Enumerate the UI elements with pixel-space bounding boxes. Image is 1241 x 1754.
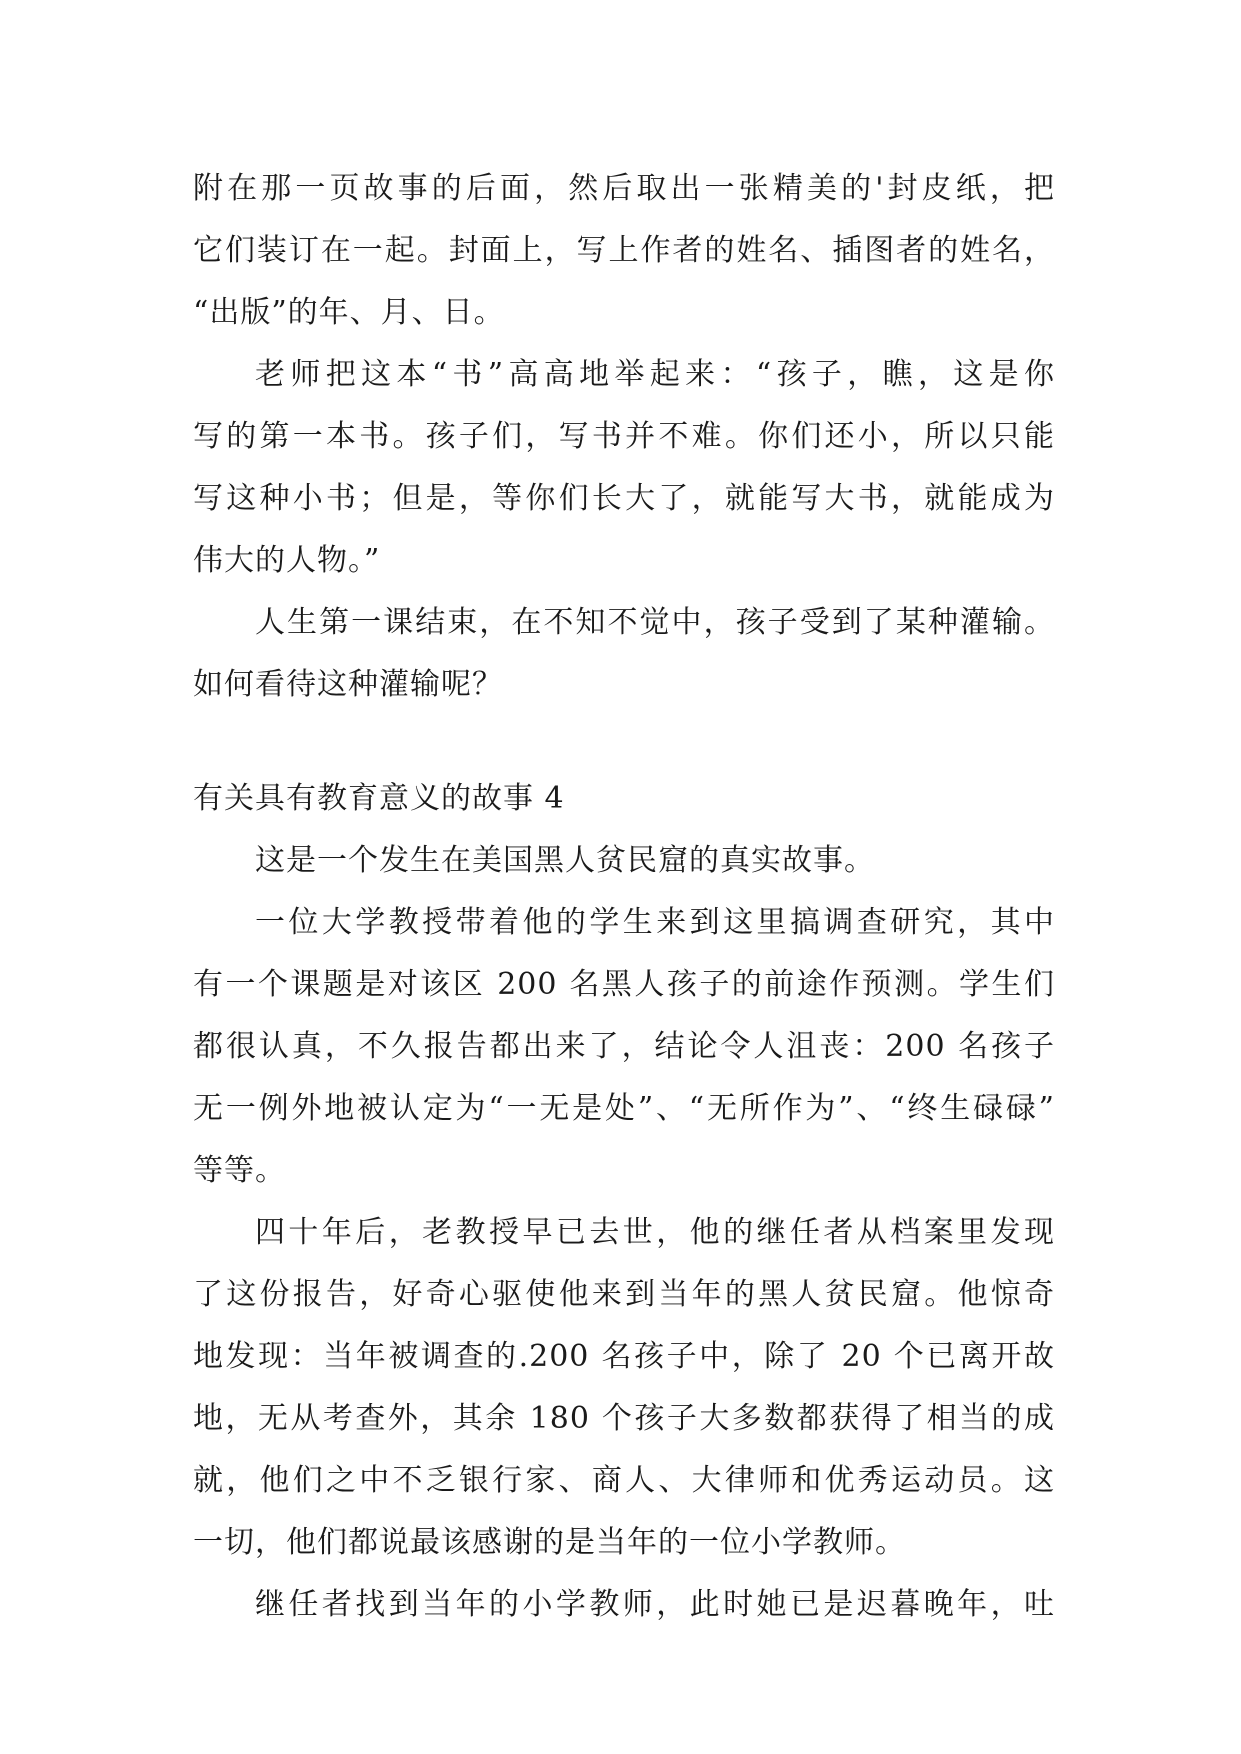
text-line: 四十年后，老教授早已去世，他的继任者从档案里发现 bbox=[255, 1215, 1055, 1250]
text-line: 等等。 bbox=[193, 1153, 286, 1188]
text-line: 这是一个发生在美国黑人贫民窟的真实故事。 bbox=[255, 843, 875, 878]
text-line: 无一例外地被认定为“一无是处”、“无所作为”、“终生碌碌” bbox=[193, 1091, 1055, 1126]
paragraph-2 bbox=[193, 344, 1055, 592]
text-line: 继任者找到当年的小学教师，此时她已是迟暮晚年，吐 bbox=[255, 1587, 1055, 1622]
text-line: 了这份报告，好奇心驱使他来到当年的黑人贫民窟。他惊奇 bbox=[193, 1277, 1055, 1312]
section-gap bbox=[193, 716, 1055, 768]
text-line: 人生第一课结束，在不知不觉中，孩子受到了某种灌输。 bbox=[255, 605, 1055, 640]
document-page bbox=[193, 158, 1055, 1636]
text-line: 老师把这本“书”高高地举起来：“孩子，瞧，这是你 bbox=[255, 357, 1055, 392]
text-line: 就，他们之中不乏银行家、商人、大律师和优秀运动员。这 bbox=[193, 1463, 1055, 1498]
text-line: 写这种小书；但是，等你们长大了，就能写大书，就能成为 bbox=[193, 481, 1055, 516]
text-line: 一位大学教授带着他的学生来到这里搞调查研究，其中 bbox=[255, 905, 1055, 940]
text-line: 附在那一页故事的后面，然后取出一张精美的'封皮纸，把 bbox=[193, 171, 1055, 206]
text-line: 有一个课题是对该区 200 名黑人孩子的前途作预测。学生们 bbox=[193, 967, 1055, 1002]
text-line: 一切，他们都说最该感谢的是当年的一位小学教师。 bbox=[193, 1525, 906, 1560]
text-line: “出版”的年、月、日。 bbox=[193, 295, 505, 330]
text-line: 伟大的人物。” bbox=[193, 543, 381, 578]
section-paragraph-2 bbox=[193, 892, 1055, 1202]
paragraph-3 bbox=[193, 592, 1055, 716]
section-paragraph-4 bbox=[193, 1574, 1055, 1636]
text-line: 都很认真，不久报告都出来了，结论令人沮丧：200 名孩子 bbox=[193, 1029, 1055, 1064]
section-paragraph-1 bbox=[193, 830, 1055, 892]
section-title: 有关具有教育意义的故事 4 bbox=[193, 781, 565, 816]
text-line: 地发现：当年被调查的.200 名孩子中，除了 20 个已离开故 bbox=[193, 1339, 1055, 1374]
text-line: 它们装订在一起。封面上，写上作者的姓名、插图者的姓名， bbox=[193, 233, 1055, 268]
text-line: 如何看待这种灌输呢？ bbox=[193, 667, 503, 702]
paragraph-1 bbox=[193, 158, 1055, 344]
text-line: 地，无从考查外，其余 180 个孩子大多数都获得了相当的成 bbox=[193, 1401, 1055, 1436]
section-paragraph-3 bbox=[193, 1202, 1055, 1574]
text-line: 写的第一本书。孩子们，写书并不难。你们还小，所以只能 bbox=[193, 419, 1055, 454]
